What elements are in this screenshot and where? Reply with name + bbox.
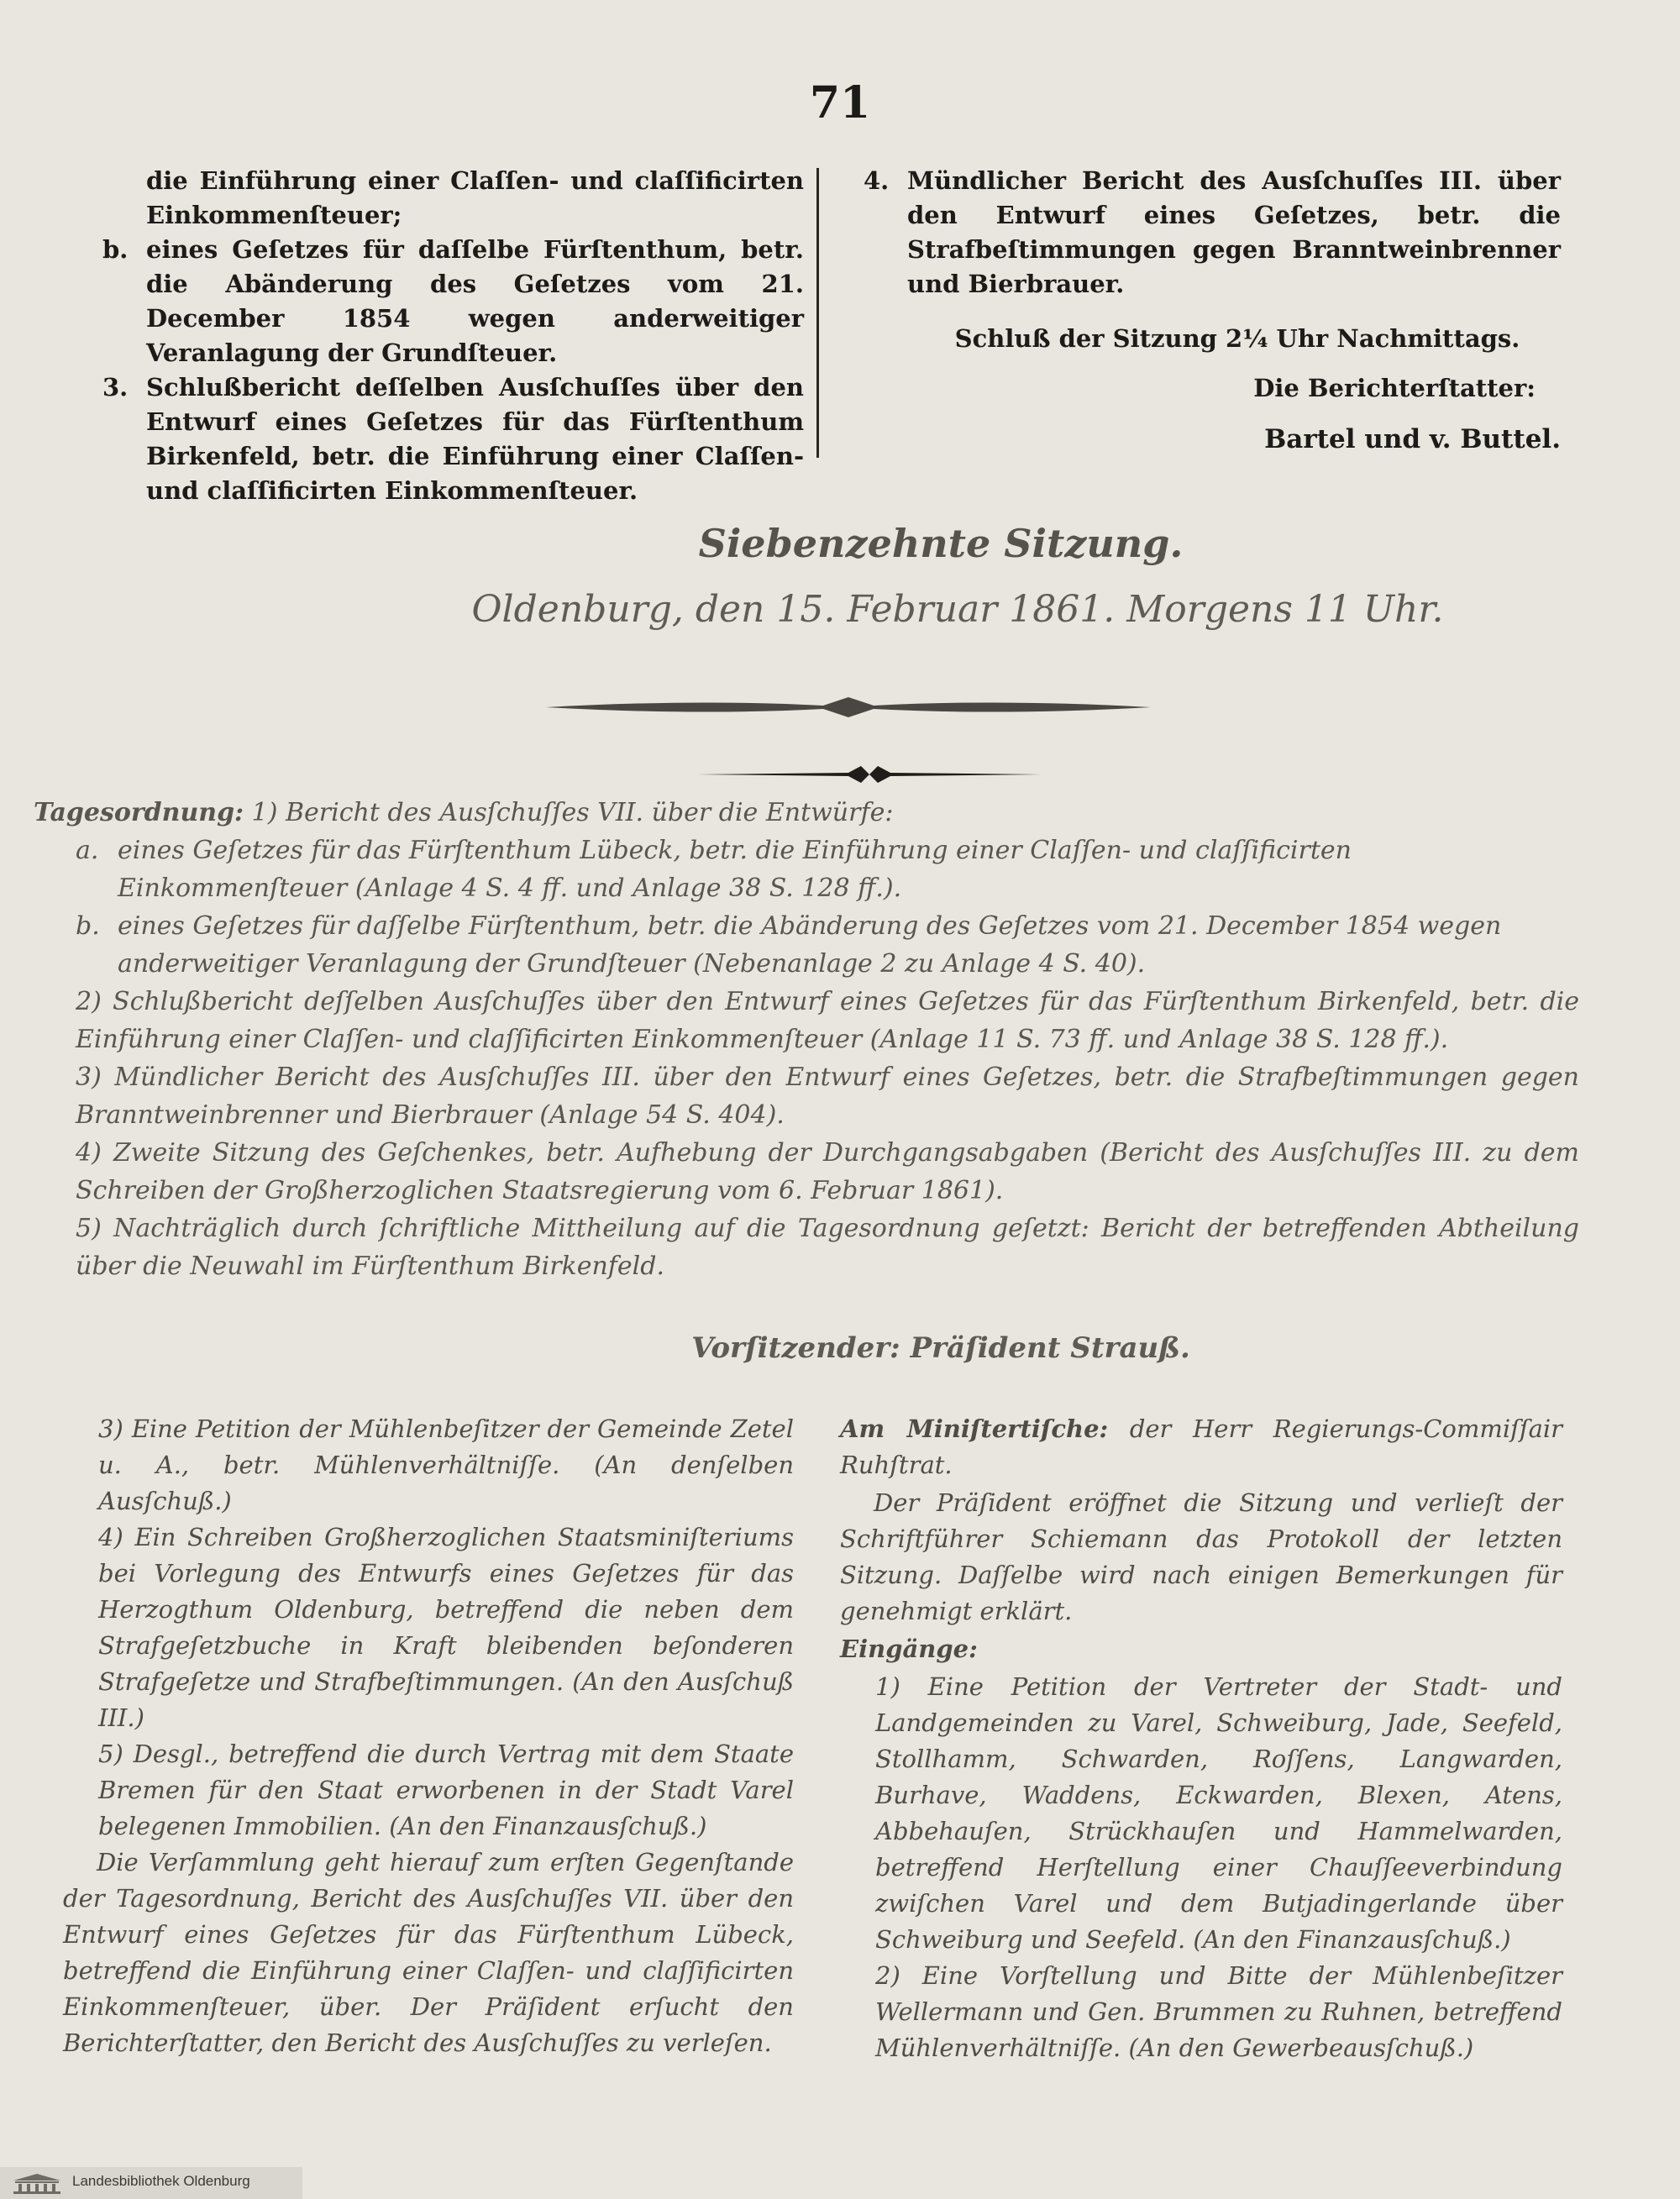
- continued-line: die Einführung einer Claſſen- und claſſificirten Einkommenſteuer;: [146, 166, 804, 229]
- agenda-text: eines Geſetzes für daſſelbe Fürſtenthum, betr. die Abänderung des Geſetzes vom 21. December 1854 wegen anderweitiger Veranlagung der Grundſteuer (Nebenanlage 2 zu Anlage 4 S. 40).: [118, 911, 1502, 979]
- minister-line: [840, 1411, 1562, 1483]
- list-item: [864, 164, 1561, 302]
- agenda-heading: Tagesordnung:: [34, 798, 244, 827]
- sitting-date: Oldenburg, den 15. Februar 1861. Morgens 11 Uhr.: [471, 588, 1444, 631]
- agenda-item: 3) Mündlicher Bericht des Ausſchuſſes III. über den Entwurf eines Geſetzes, betr. die Strafbeſtimmungen gegen Branntweinbrenner und Bierbrauer (Anlage 54 S. 404).: [76, 1063, 1579, 1130]
- item-text: Mündlicher Bericht des Ausſchuſſes III. über den Entwurf eines Geſetzes, betr. die Strafbeſtimmungen gegen Branntweinbrenner und Bierbrauer.: [907, 166, 1561, 298]
- library-building-icon: [12, 2172, 62, 2194]
- list-item: 1) Eine Petition der Vertreter der Stadt- und Landgemeinden zu Varel, Schweiburg, Jade, Seefeld, Stollhamm, Schwarden, Roſſens, Langwarden, Burhave, Waddens, Eckwarden, Blexen, Atens, Abbehauſen, Strückhauſen und Hammelwarden, betreffend Herſtellung einer Chauſſeeverbindung zwiſchen Varel und dem Butjadingerlande über Schweiburg und Seefeld. (An den Finanzausſchuß.): [875, 1672, 1562, 1954]
- item-number: 3.: [102, 373, 129, 401]
- minister-text: der Herr Regierungs-Commiſſair Ruhſtrat.: [840, 1414, 1563, 1479]
- agenda-item: [34, 794, 1579, 832]
- sitting-title: Siebenzehnte Sitzung.: [698, 521, 1184, 566]
- top-left-column: [102, 164, 804, 508]
- bottom-left-column: [63, 1411, 794, 2063]
- agenda-item: 2) Schlußbericht deſſelben Ausſchuſſes über den Entwurf eines Geſetzes für das Fürſtenthum Birkenfeld, betr. die Einführung einer Claſſen- und claſſificirten Einkommenſteuer (Anlage 11 S. 73 ff. und Anlage 38 S. 128 ff.).: [76, 987, 1579, 1054]
- agenda-text: 1) Bericht des Ausſchuſſes VII. über die Entwürfe:: [251, 798, 894, 827]
- item-number: b.: [76, 911, 100, 941]
- reporters-names: Bartel und v. Buttel.: [1264, 424, 1561, 454]
- list-item: [102, 370, 804, 508]
- session-closing: Schluß der Sitzung 2¼ Uhr Nachmittags.: [954, 324, 1520, 353]
- ornament-divider: [697, 763, 1042, 786]
- item-number: 4.: [864, 166, 890, 195]
- paragraph: Die Verſammlung geht hierauf zum erſten Gegenſtande der Tagesordnung, Bericht des Ausſchuſſes VII. über den Entwurf eines Geſetzes für das Fürſtenthum Lübeck, betreffend die Einführung einer Claſſen- und claſſificirten Einkommenſteuer, über. Der Präſident erſucht den Berichterſtatter, den Bericht des Ausſchuſſes zu verleſen.: [63, 1848, 794, 2057]
- agenda-subitem: [34, 832, 1579, 907]
- agenda-item: 4) Zweite Sitzung des Geſchenkes, betr. Aufhebung der Durchgangsabgaben (Bericht des Ausſchuſſes III. zu dem Schreiben der Großherzoglichen Staatsregierung vom 6. Februar 1861).: [76, 1138, 1579, 1205]
- list-item: 4) Ein Schreiben Großherzoglichen Staatsminiſteriums bei Vorlegung des Entwurfs eines Geſetzes für das Herzogthum Oldenburg, betreffend die neben dem Strafgeſetzbuche in Kraft bleibenden beſonderen Strafgeſetze und Strafbeſtimmungen. (An den Ausſchuß III.): [98, 1523, 794, 1732]
- top-right-column: [864, 164, 1561, 457]
- library-name: Landesbibliothek Oldenburg: [72, 2173, 250, 2189]
- paragraph: Der Präſident eröffnet die Sitzung und verlieſt der Schriftführer Schiemann das Protokoll der letzten Sitzung. Daſſelbe wird nach einigen Bemerkungen für genehmigt erklärt.: [840, 1488, 1562, 1625]
- list-item: 3) Eine Petition der Mühlenbeſitzer der Gemeinde Zetel u. A., betr. Mühlenverhältniſſe. (An denſelben Ausſchuß.): [98, 1414, 794, 1515]
- item-number: b.: [102, 235, 129, 264]
- minister-label: Am Miniſtertiſche:: [840, 1414, 1109, 1443]
- page-number: 71: [809, 77, 871, 129]
- agenda-subitem: [34, 907, 1579, 983]
- bottom-right-column: [840, 1411, 1562, 2066]
- reporters-label: Die Berichterſtatter:: [1253, 374, 1536, 402]
- library-footer: [0, 2167, 302, 2199]
- item-number: a.: [76, 836, 99, 865]
- item-text: Schlußbericht deſſelben Ausſchuſſes über den Entwurf eines Geſetzes für das Fürſtenthum Birkenfeld, betr. die Einführung einer Claſſen- und claſſificirten Einkommenſteuer.: [146, 373, 804, 505]
- ornament-divider: [546, 690, 1151, 724]
- agenda-item: 5) Nachträglich durch ſchriftliche Mittheilung auf die Tagesordnung geſetzt: Bericht der betreffenden Abtheilung über die Neuwahl im Fürſtenthum Birkenfeld.: [76, 1214, 1579, 1281]
- column-divider: [816, 168, 819, 458]
- agenda-text: eines Geſetzes für das Fürſtenthum Lübeck, betr. die Einführung einer Claſſen- und claſſificirten Einkommenſteuer (Anlage 4 S. 4 ff. und Anlage 38 S. 128 ff.).: [118, 836, 1352, 903]
- list-item: [102, 233, 804, 370]
- chairman-line: Vorſitzender: Präſident Strauß.: [691, 1331, 1190, 1365]
- agenda: [34, 794, 1579, 1285]
- list-item: 2) Eine Vorſtellung und Bitte der Mühlenbeſitzer Wellermann und Gen. Brummen zu Ruhnen, betreffend Mühlenverhältniſſe. (An den Gewerbeausſchuß.): [875, 1961, 1562, 2062]
- list-item: 5) Desgl., betreffend die durch Vertrag mit dem Staate Bremen für den Staat erworbenen in der Stadt Varel belegenen Immobilien. (An den Finanzausſchuß.): [98, 1740, 794, 1840]
- item-text: eines Geſetzes für daſſelbe Fürſtenthum, betr. die Abänderung des Geſetzes vom 21. December 1854 wegen anderweitiger Veranlagung der Grundſteuer.: [146, 235, 804, 367]
- inputs-label: Eingänge:: [840, 1635, 978, 1663]
